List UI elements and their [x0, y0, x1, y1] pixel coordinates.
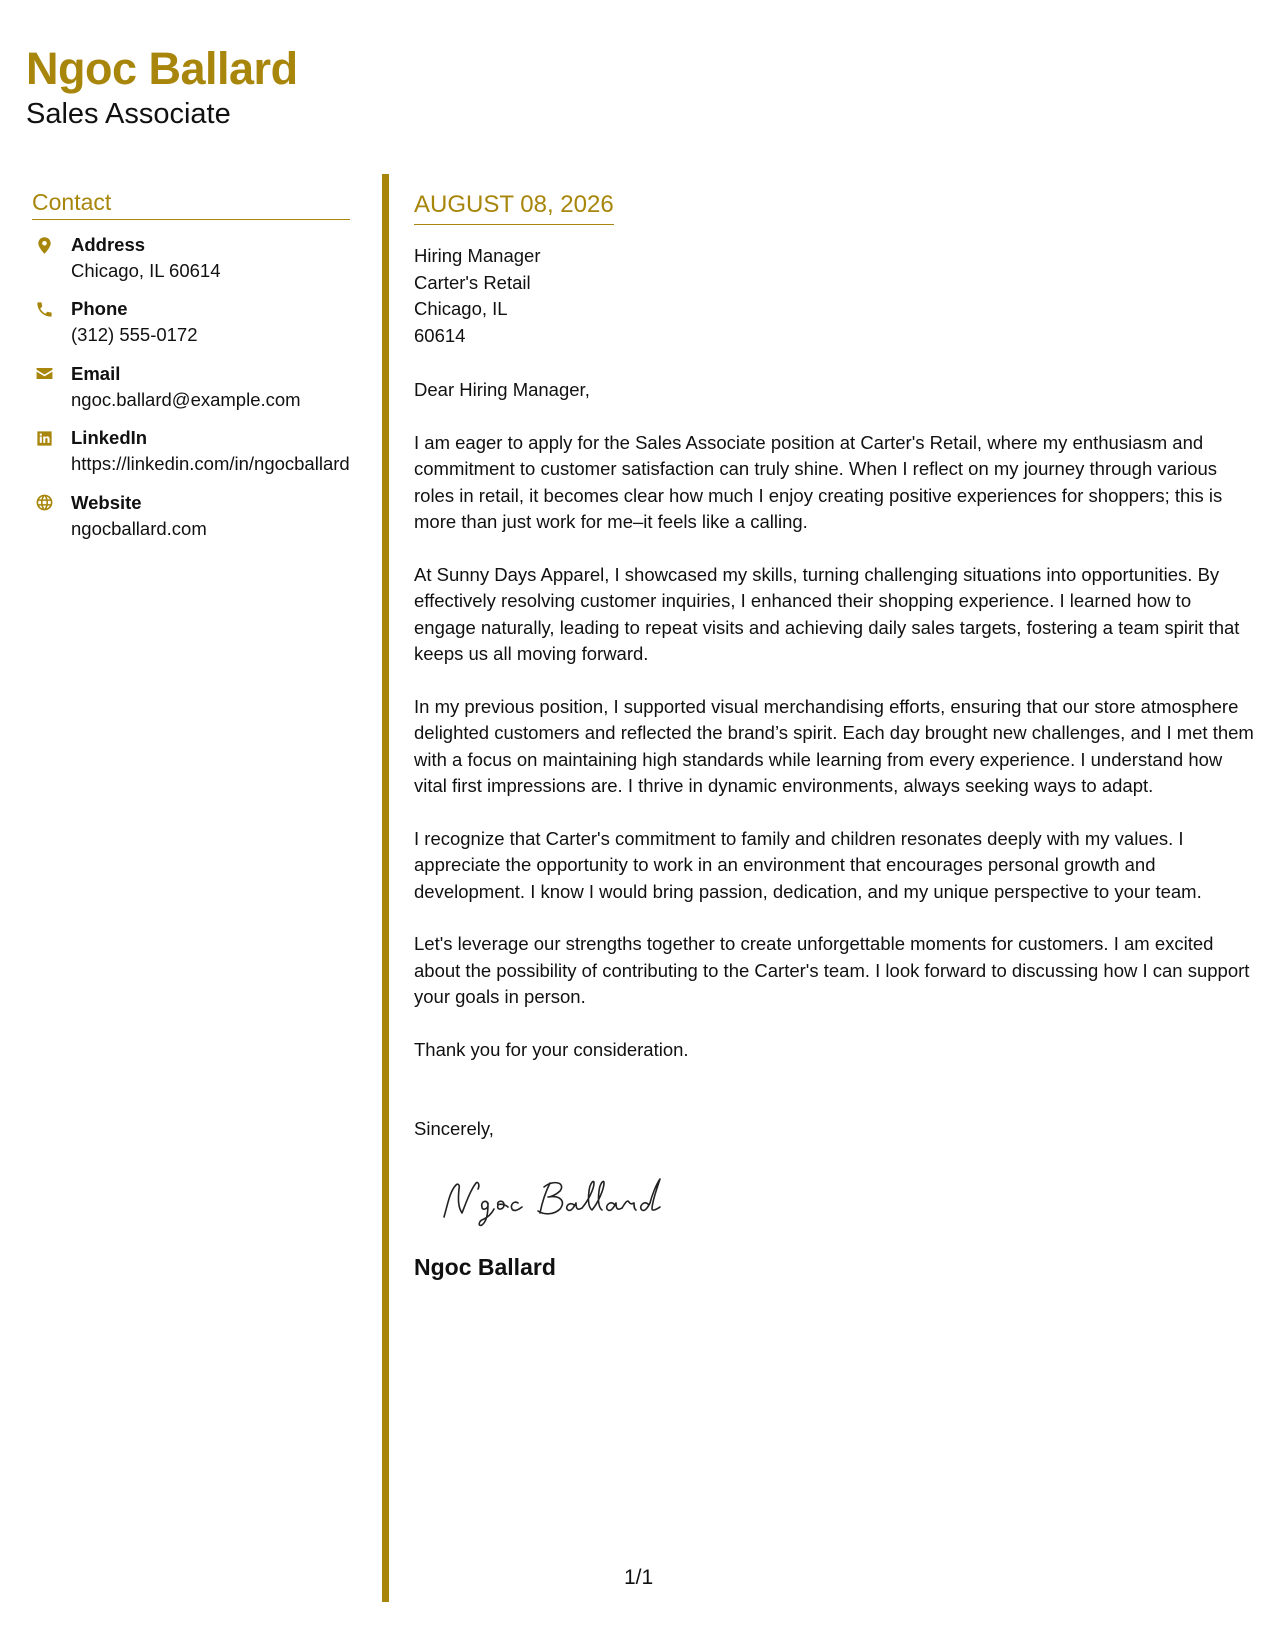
recipient-block [414, 243, 1254, 349]
contact-item-website [32, 491, 352, 541]
contact-label: LinkedIn [71, 427, 148, 449]
website-value: ngocballard.com [71, 517, 207, 539]
recipient-city: Chicago, IL [414, 298, 508, 319]
contact-item-linkedin [32, 426, 352, 476]
contact-list [32, 233, 352, 555]
letter-body [414, 190, 1254, 1281]
applicant-name: Ngoc Ballard [26, 43, 298, 94]
applicant-role: Sales Associate [26, 98, 231, 130]
contact-item-address [32, 233, 352, 283]
paragraph: At Sunny Days Apparel, I showcased my skills, turning challenging situations into opportunities. By effectively resolving customer inquiries, I enhanced their shopping experience. I learned how to engage naturally, leading to repeat visits and achieving daily sales targets, fostering a team spirit that keeps us all moving forward. [414, 563, 1240, 664]
letter-paragraphs [414, 430, 1254, 1064]
email-value: ngoc.ballard@example.com [71, 388, 301, 410]
contact-label: Address [71, 234, 146, 255]
paragraph: Thank you for your consideration. [414, 1038, 689, 1060]
paragraph: I am eager to apply for the Sales Associate position at Carter's Retail, where my enthusiasm and commitment to customer satisfaction can truly shine. When I reflect on my journey through various roles in retail, it becomes clear how much I enjoy creating positive experiences for shoppers; this is more than just work for me–it feels like a calling. [414, 431, 1223, 532]
signer-name: Ngoc Ballard [414, 1253, 556, 1280]
paragraph: Let's leverage our strengths together to create unforgettable moments for customers. I am excited about the possibility of contributing to the Carter's team. I look forward to discussing how I can support your goals in person. [414, 933, 1250, 1007]
column-divider [382, 174, 389, 1602]
recipient-zip: 60614 [414, 324, 466, 346]
map-pin-icon [34, 235, 54, 255]
closing: Sincerely, [414, 1118, 494, 1139]
paragraph: I recognize that Carter's commitment to family and children resonates deeply with my values. I appreciate the opportunity to work in an environment that encourages personal growth and development. I know I would bring passion, dedication, and my unique perspective to your team. [414, 827, 1202, 902]
recipient-title: Hiring Manager [414, 245, 541, 266]
contact-label: Email [71, 362, 121, 384]
contact-label: Phone [71, 298, 128, 320]
phone-icon [34, 299, 54, 319]
phone-value: (312) 555-0172 [71, 324, 198, 346]
address-value: Chicago, IL 60614 [71, 259, 221, 281]
contact-label: Website [71, 491, 142, 513]
handwritten-signature [436, 1173, 666, 1233]
linkedin-value: https://linkedin.com/in/ngocballard [71, 453, 350, 475]
globe-icon [34, 493, 54, 513]
contact-heading: Contact [32, 189, 350, 220]
letter-date: AUGUST 08, 2026 [414, 190, 614, 225]
salutation: Dear Hiring Manager, [414, 379, 590, 400]
envelope-icon [34, 364, 54, 384]
page-number: 1/1 [624, 1566, 654, 1589]
contact-item-phone [32, 297, 352, 347]
linkedin-icon [34, 428, 54, 448]
recipient-company: Carter's Retail [414, 271, 531, 293]
paragraph: In my previous position, I supported visual merchandising efforts, ensuring that our store atmosphere delighted customers and reflected the brand’s spirit. Each day brought new challenges, and I met them with a focus on maintaining high standards while learning from every experience. I understand how vital first impressions are. I thrive in dynamic environments, always seeking ways to adapt. [414, 695, 1254, 796]
contact-item-email [32, 362, 352, 412]
